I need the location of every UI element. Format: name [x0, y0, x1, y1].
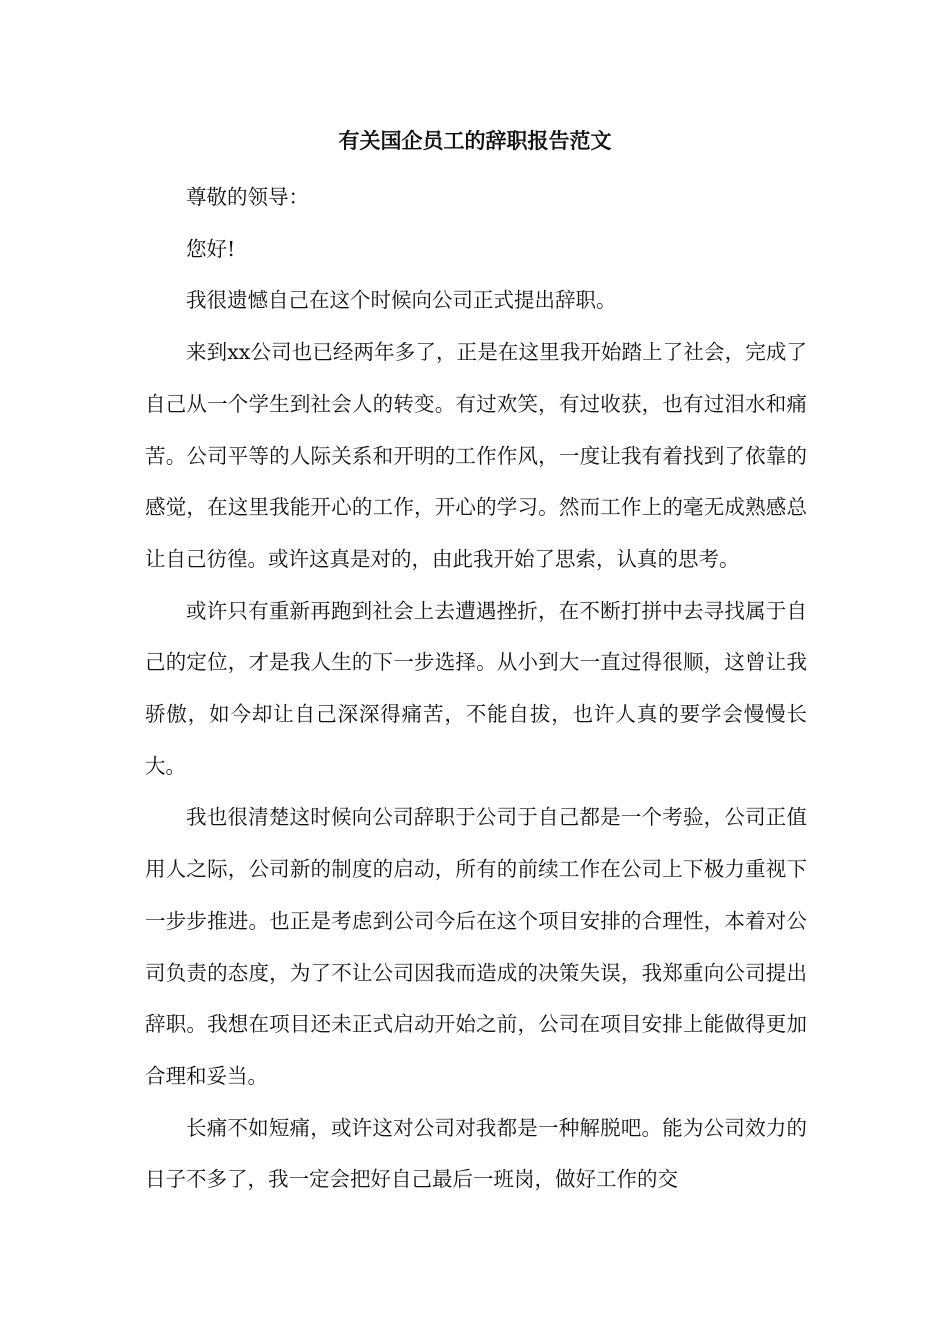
document-body: [145, 172, 807, 1206]
paragraph: 来到xx公司也已经两年多了，正是在这里我开始踏上了社会，完成了自己从一个学生到社会人的转变。有过欢笑，有过收获，也有过泪水和痛苦。公司平等的人际关系和开明的工作作风，一度让我有着找到了依靠的感觉，在这里我能开心的工作，开心的学习。然而工作上的毫无成熟感总让自己彷徨。或许这真是对的，由此我开始了思索，认真的思考。: [145, 340, 807, 571]
greeting: 您好!: [186, 236, 236, 261]
salutation: 尊敬的领导：: [186, 185, 309, 209]
document-title: 有关国企员工的辞职报告范文: [338, 128, 612, 153]
paragraph: 我很遗憾自己在这个时候向公司正式提出辞职。: [186, 288, 617, 313]
paragraph: 我也很清楚这时候向公司辞职于公司于自己都是一个考验，公司正值用人之际，公司新的制度的启动，所有的前续工作在公司上下极力重视下一步步推进。也正是考虑到公司今后在这个项目安排的合理性，本着对公司负责的态度，为了不让公司因我而造成的决策失误，我郑重向公司提出辞职。我想在项目还未正式启动开始之前，公司在项目安排上能做得更加合理和妥当。: [145, 805, 807, 1088]
paragraph: 或许只有重新再跑到社会上去遭遇挫折，在不断打拼中去寻找属于自己的定位，才是我人生的下一步选择。从小到大一直过得很顺，这曾让我骄傲，如今却让自己深深得痛苦，不能自拔，也许人真的要学会慢慢长大。: [145, 598, 807, 778]
paragraph: 长痛不如短痛，或许这对公司对我都是一种解脱吧。能为公司效力的日子不多了，我一定会把好自己最后一班岗，做好工作的交: [145, 1115, 807, 1192]
